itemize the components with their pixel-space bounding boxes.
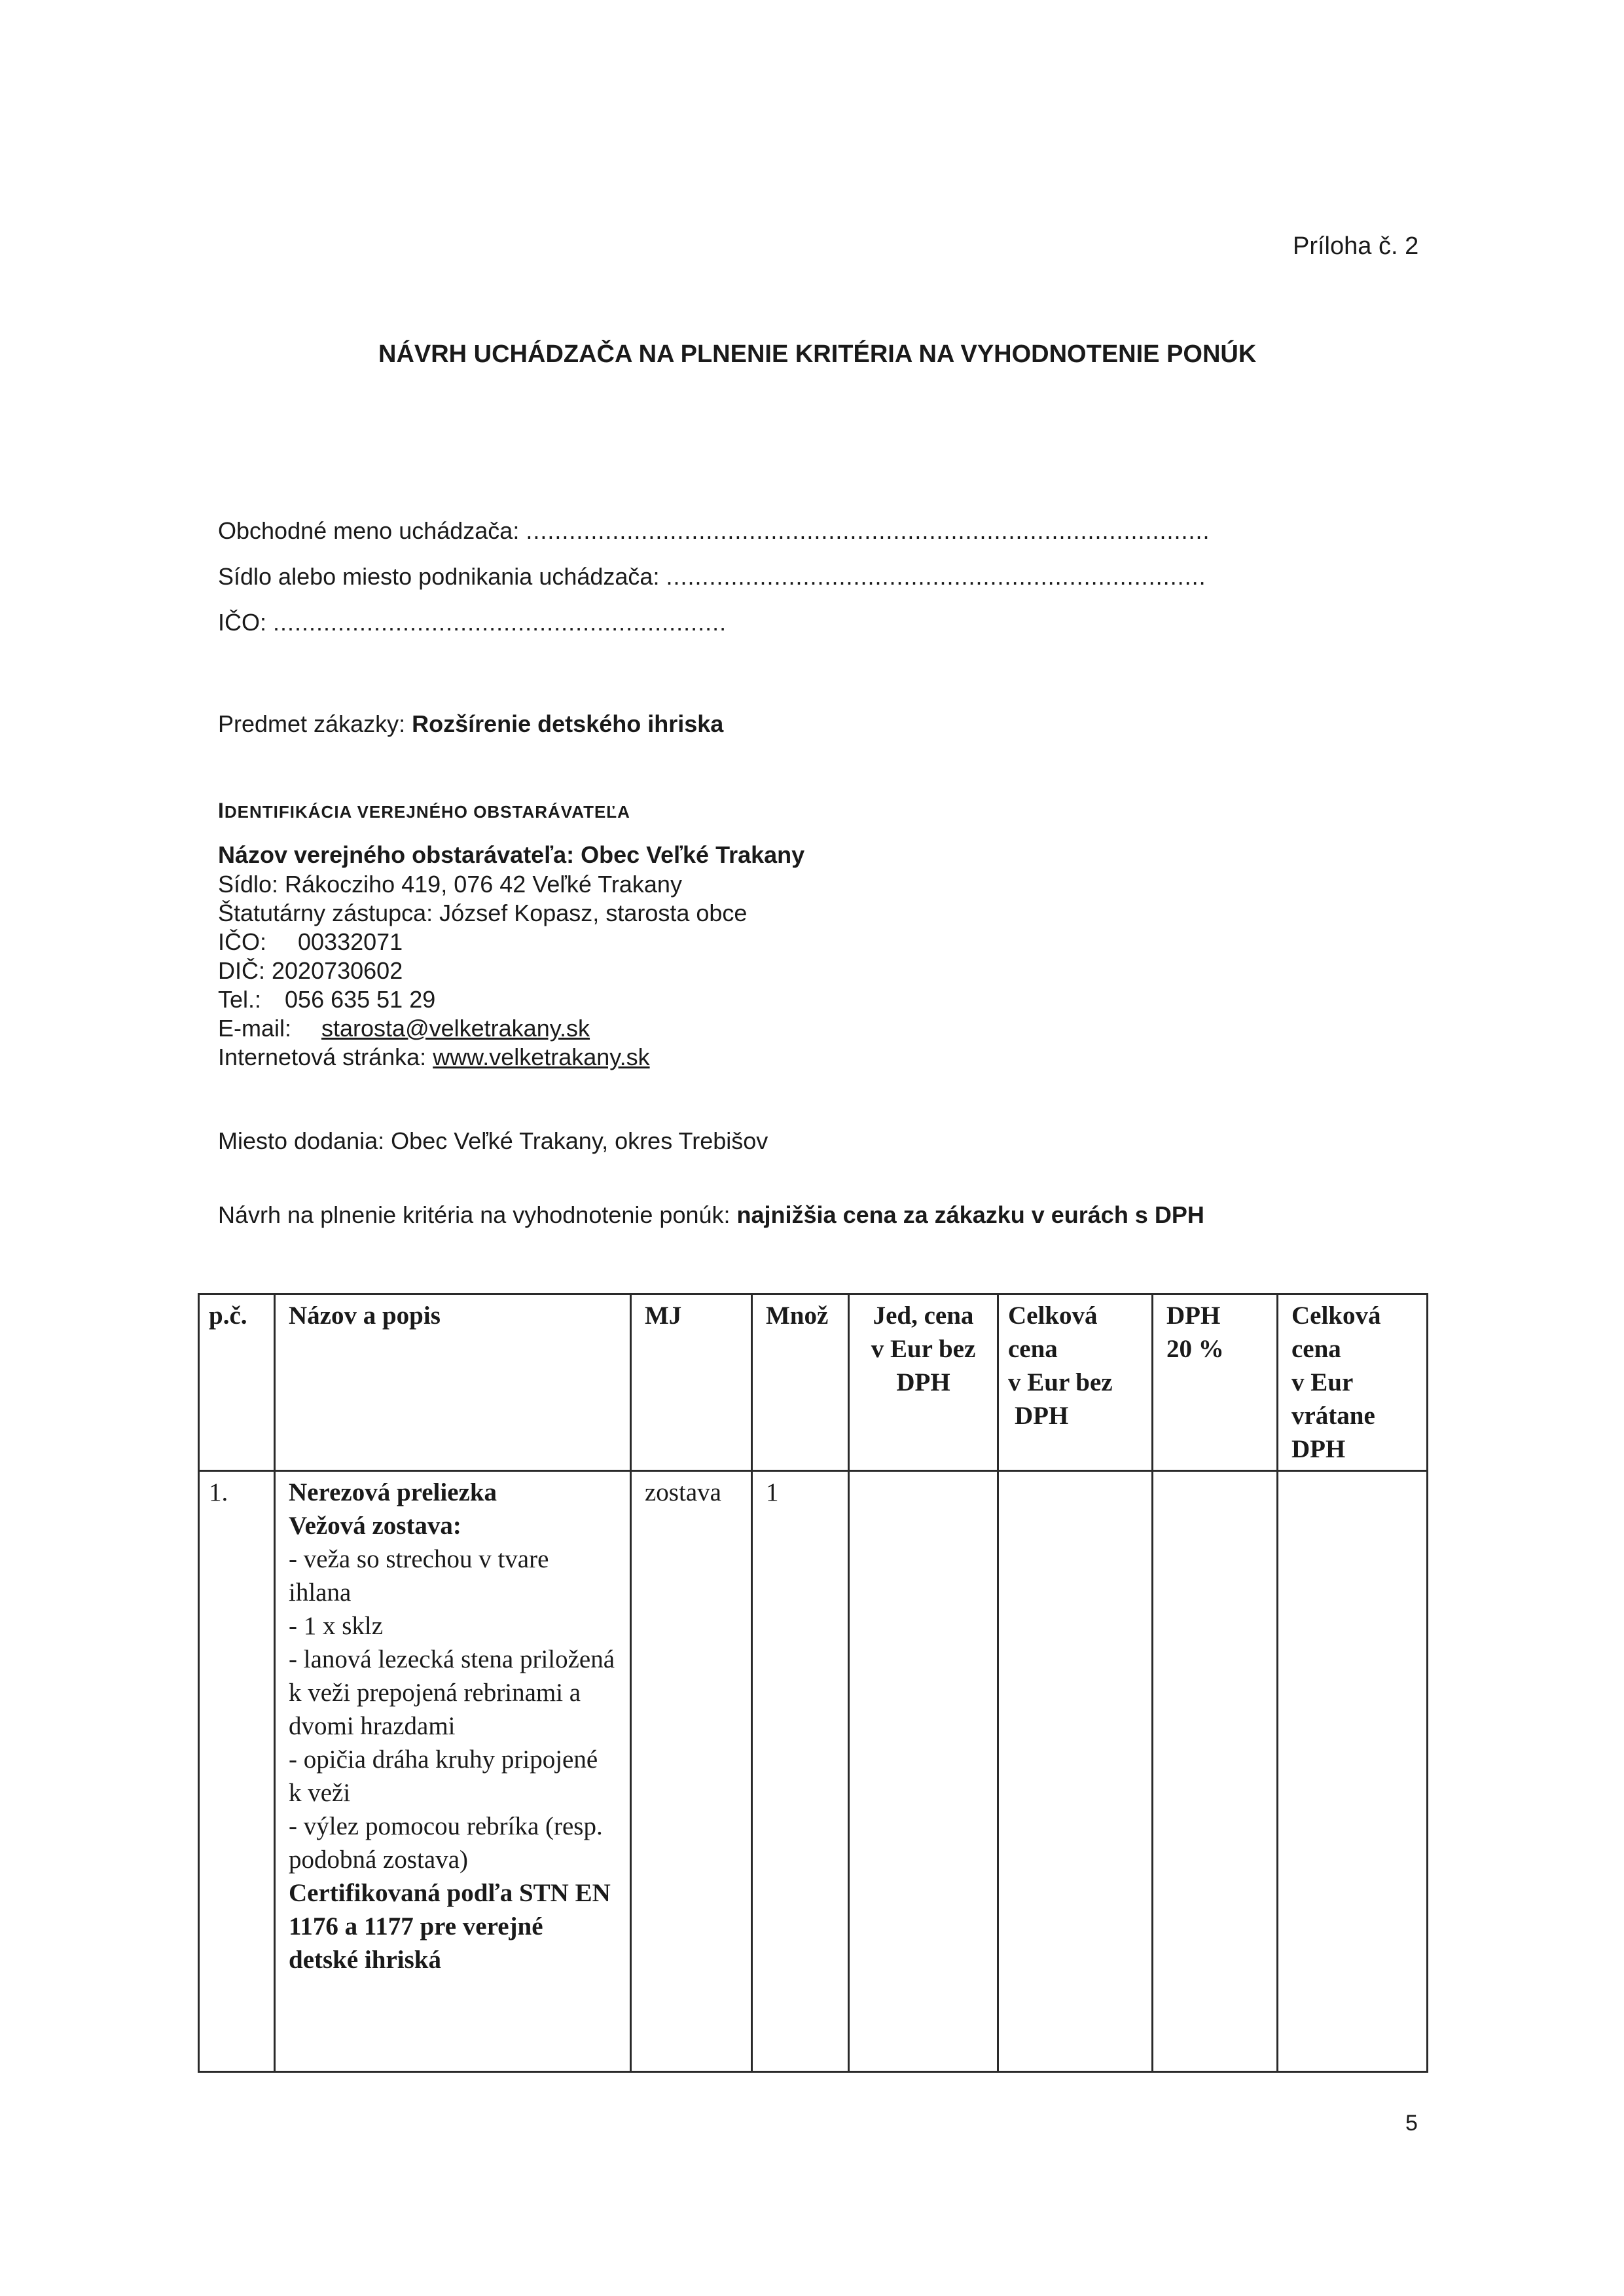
item-line: - výlez pomocou rebríka (resp. podobná zostava): [289, 1812, 603, 1874]
cell-total[interactable]: [998, 1471, 1153, 2072]
authority-ico: [218, 928, 403, 956]
authority-email-link[interactable]: starosta@velketrakany.sk: [321, 1015, 590, 1042]
subject-line: [218, 710, 723, 738]
criterion-label: Návrh na plnenie kritéria na vyhodnotenie ponúk:: [218, 1201, 737, 1228]
authority-ico-label: IČO:: [218, 928, 267, 955]
offer-table: [198, 1293, 1428, 2073]
ico-dots: ...............................................................: [273, 609, 727, 636]
authority-ico-value: 00332071: [298, 928, 403, 955]
cell-qty: 1: [752, 1471, 849, 2072]
header-qty: Množ: [752, 1294, 849, 1471]
cell-name: [275, 1471, 631, 2072]
item-line: - lanová lezecká stena priložená k veži prepojená rebrinami a dvomi hrazdami: [289, 1645, 615, 1740]
table-header-row: [199, 1294, 1428, 1471]
cell-no: 1.: [199, 1471, 275, 2072]
subject-value: Rozšírenie detského ihriska: [412, 710, 724, 737]
cell-vat[interactable]: [1153, 1471, 1278, 2072]
seat-label: Sídlo alebo miesto podnikania uchádzača:: [218, 563, 666, 590]
authority-email-label: E-mail:: [218, 1015, 292, 1042]
authority-heading: [218, 799, 630, 823]
header-total: Celková cena v Eur bez DPH: [998, 1294, 1153, 1471]
trade-name-label: Obchodné meno uchádzača:: [218, 517, 526, 544]
authority-email: [218, 1015, 590, 1042]
authority-tel-value: 056 635 51 29: [285, 986, 436, 1013]
header-vat: DPH 20 %: [1153, 1294, 1278, 1471]
authority-tel: [218, 986, 435, 1013]
subject-label: Predmet zákazky:: [218, 710, 412, 737]
header-gross: Celková cena v Eur vrátane DPH: [1278, 1294, 1428, 1471]
authority-tel-label: Tel.:: [218, 986, 262, 1013]
trade-name-field: [218, 517, 1210, 545]
authority-name: Názov verejného obstarávateľa: Obec Veľké Trakany: [218, 841, 805, 868]
authority-dic: DIČ: 2020730602: [218, 957, 403, 984]
cell-gross[interactable]: [1278, 1471, 1428, 2072]
authority-representative: Štatutárny zástupca: József Kopasz, starosta obce: [218, 900, 748, 926]
header-name: Názov a popis: [275, 1294, 631, 1471]
authority-web-link[interactable]: www.velketrakany.sk: [433, 1044, 650, 1070]
cell-unit: zostava: [631, 1471, 752, 2072]
seat-field: [218, 563, 1206, 591]
table-row: [199, 1471, 1428, 2072]
item-line: - veža so strechou v tvare ihlana: [289, 1545, 549, 1607]
item-line: Certifikovaná podľa STN EN 1176 a 1177 pre verejné detské ihriská: [289, 1879, 611, 1974]
trade-name-dots: ...............................................................................................: [526, 517, 1210, 544]
header-unit-price: Jed, cena v Eur bez DPH: [849, 1294, 998, 1471]
page-number: 5: [1405, 2111, 1418, 2136]
seat-dots: ...........................................................................: [666, 563, 1206, 590]
header-no: p.č.: [199, 1294, 275, 1471]
header-unit: MJ: [631, 1294, 752, 1471]
ico-label: IČO:: [218, 609, 274, 636]
authority-heading-rest: DENTIFIKÁCIA VEREJNÉHO OBSTARÁVATEĽA: [224, 802, 630, 822]
authority-web-label: Internetová stránka:: [218, 1044, 433, 1070]
item-line: Vežová zostava:: [289, 1512, 461, 1540]
page-title: NÁVRH UCHÁDZAČA NA PLNENIE KRITÉRIA NA VYHODNOTENIE PONÚK: [378, 340, 1257, 368]
item-line: - opičia dráha kruhy pripojené k veži: [289, 1745, 598, 1807]
item-line: - 1 x sklz: [289, 1612, 384, 1640]
authority-seat: Sídlo: Rákocziho 419, 076 42 Veľké Trakany: [218, 871, 682, 898]
criterion-value: najnižšia cena za zákazku v eurách s DPH: [736, 1201, 1204, 1228]
annex-label: Príloha č. 2: [1293, 232, 1419, 260]
cell-unit-price[interactable]: [849, 1471, 998, 2072]
authority-web: [218, 1044, 650, 1071]
criterion-line: [218, 1201, 1204, 1229]
item-line: Nerezová preliezka: [289, 1478, 497, 1506]
delivery-place: Miesto dodania: Obec Veľké Trakany, okres Trebišov: [218, 1127, 768, 1154]
ico-field: [218, 609, 727, 636]
authority-heading-first: I: [218, 799, 225, 822]
